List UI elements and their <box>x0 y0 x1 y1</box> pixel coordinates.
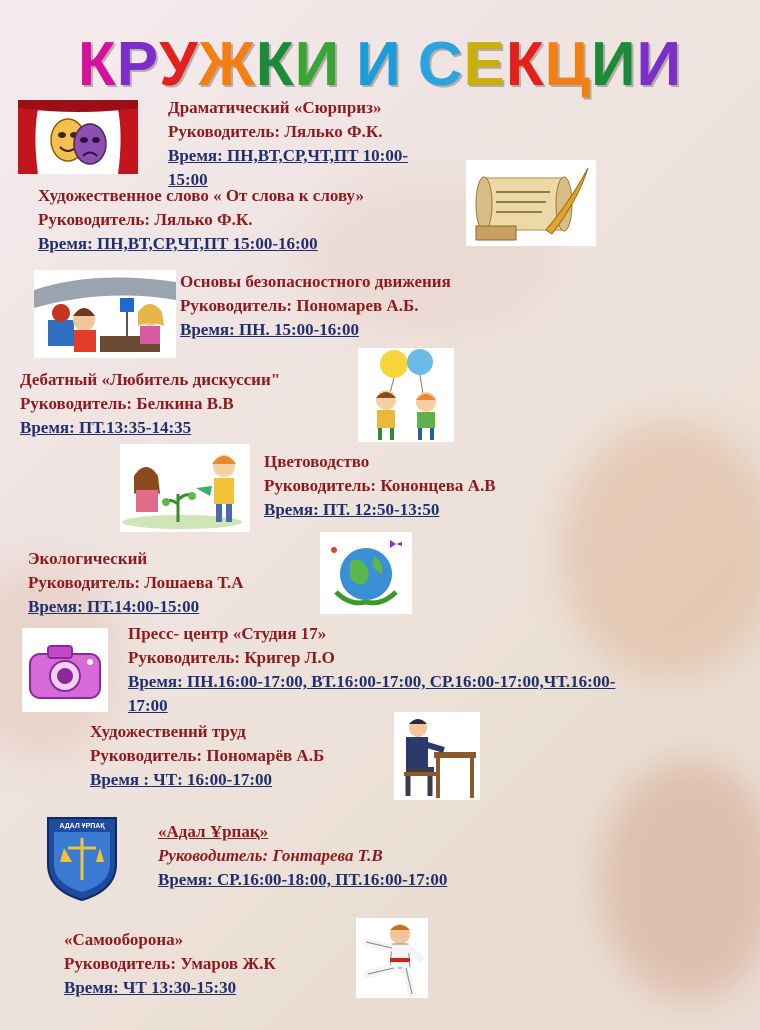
club-time: Время: СР.16:00-18:00, ПТ.16:00-17:00 <box>158 870 448 889</box>
club-leader: Руководитель: Лошаева Т.А <box>28 573 244 592</box>
club-leader: Руководитель: Лялько Ф.К. <box>38 210 253 229</box>
title-letter: У <box>159 30 199 99</box>
title-letter: Ж <box>198 30 256 99</box>
club-leader: Руководитель: Пономарёв А.Б <box>90 746 325 765</box>
title-letter: Е <box>463 30 506 99</box>
earth-nature-icon <box>320 532 412 614</box>
club-time: Время: ПН. 15:00-16:00 <box>180 320 359 339</box>
kids-balloons-icon <box>358 348 454 442</box>
club-time: Время: ПТ.13:35-14:35 <box>20 418 192 437</box>
club-name: Художественное слово « От слова к слову» <box>38 186 364 205</box>
club-time-cont: 15:00 <box>168 170 208 189</box>
club-ecology <box>28 547 244 619</box>
club-leader: Руководитель: Умаров Ж.К <box>64 954 276 973</box>
club-floriculture <box>264 450 496 522</box>
title-letter: К <box>255 30 295 99</box>
club-time: Время: ЧТ 13:30-15:30 <box>64 978 237 997</box>
club-time-cont: 17:00 <box>128 696 168 715</box>
club-name: Пресс- центр «Студия 17» <box>128 624 327 643</box>
title-letter: И <box>636 30 683 99</box>
club-name: Основы безопасностного движения <box>180 272 451 291</box>
title-letter <box>340 34 356 96</box>
club-press-center <box>128 622 615 718</box>
club-leader: Руководитель: Кригер Л.О <box>128 648 335 667</box>
title-letter: Ц <box>544 30 591 99</box>
gardening-kids-icon <box>120 444 250 532</box>
club-name: Экологический <box>28 549 148 568</box>
club-leader: Руководитель: Белкина В.В <box>20 394 234 413</box>
club-name: Цветоводство <box>264 452 370 471</box>
page-title <box>0 30 760 99</box>
club-crafts <box>90 720 324 792</box>
club-adal-urpaq <box>158 820 447 892</box>
club-debate <box>20 368 280 440</box>
club-time: Время: ПТ. 12:50-13:50 <box>264 500 440 519</box>
club-drama <box>168 96 408 192</box>
club-leader: Руководитель: Гонтарева Т.В <box>158 846 383 865</box>
club-name: «Самооборона» <box>64 930 184 949</box>
scroll-quill-icon <box>466 160 596 246</box>
club-self-defence <box>64 928 276 1000</box>
emblem-label: АДАЛ ҰРПАҚ <box>59 823 105 830</box>
theatre-masks-icon <box>18 100 138 174</box>
title-letter <box>402 34 418 96</box>
club-time: Время: ПН,ВТ,СР,ЧТ,ПТ 15:00-16:00 <box>38 234 318 253</box>
club-leader: Руководитель: Лялько Ф.К. <box>168 122 383 141</box>
title-letter: К <box>77 30 117 99</box>
club-road-safety <box>180 270 451 342</box>
shield-emblem-icon <box>44 814 120 902</box>
karate-kid-icon <box>356 918 428 998</box>
club-name: Дебатный «Любитель дискуссии" <box>20 370 281 389</box>
title-letter: Р <box>116 30 160 99</box>
club-time: Время : ЧТ: 16:00-17:00 <box>90 770 272 789</box>
title-letter: С <box>417 30 464 99</box>
title-letter: К <box>505 30 545 99</box>
club-leader: Руководитель: Кононцева А.В <box>264 476 496 495</box>
craftsman-desk-icon <box>394 712 480 800</box>
club-time: Время: ПН.16:00-17:00, ВТ.16:00-17:00, СР.16:00-17:00,ЧТ.16:00- <box>128 672 616 691</box>
traffic-kids-icon <box>34 270 176 358</box>
background-decor <box>600 760 760 1000</box>
camera-icon <box>22 628 108 712</box>
title-letter: И <box>294 30 341 99</box>
club-leader: Руководитель: Пономарев А.Б. <box>180 296 419 315</box>
club-time: Время: ПН,ВТ,СР,ЧТ,ПТ 10:00- <box>168 146 409 165</box>
club-name: «Адал Ұрпақ» <box>158 822 269 841</box>
title-letter: И <box>590 30 637 99</box>
title-letter: И <box>356 30 402 99</box>
club-time: Время: ПТ.14:00-15:00 <box>28 597 200 616</box>
club-artistic-word <box>38 184 364 256</box>
club-name: Драматический «Сюрприз» <box>168 98 382 117</box>
club-name: Художественнй труд <box>90 722 246 741</box>
